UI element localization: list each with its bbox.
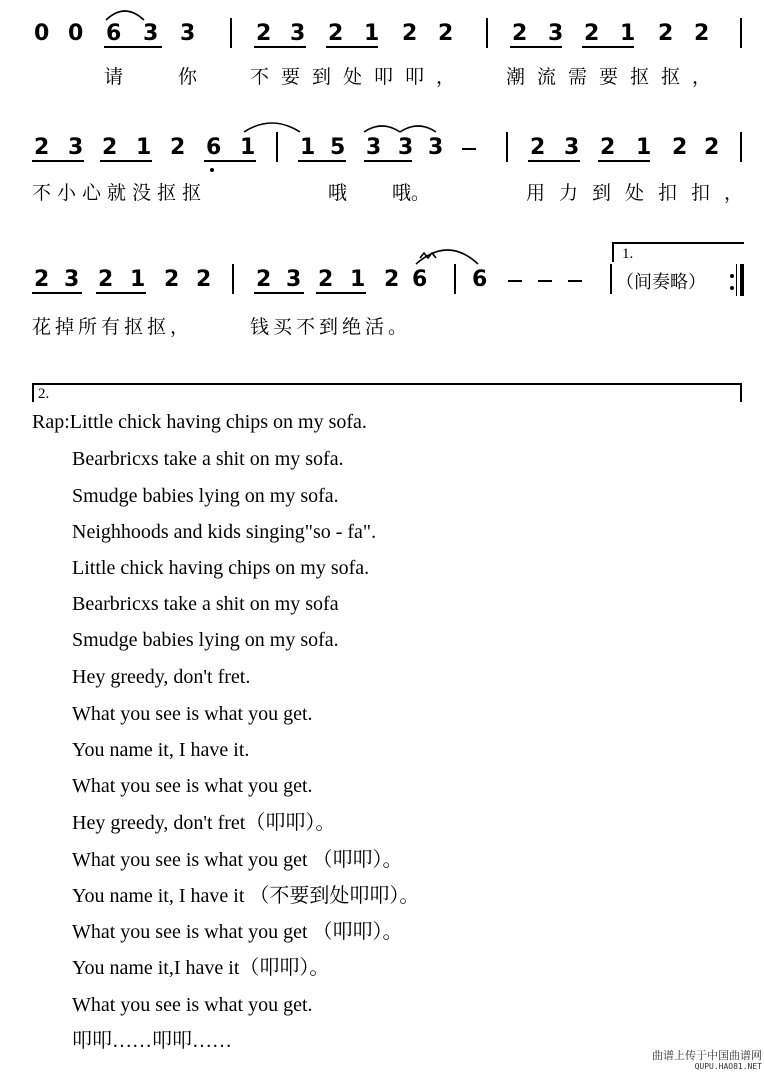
note: 2 [672,135,688,160]
note: 1 [636,135,652,160]
watermark [620,1050,762,1072]
note: 3 [564,135,580,160]
rap-line: Hey greedy, don't fret（叩叩）。 [72,812,336,834]
note: 3 [286,267,302,292]
note: 2 [530,135,546,160]
note: 1 [240,135,256,160]
rap-line: You name it,I have it（叩叩）。 [72,957,330,979]
volta-2-label: 2. [38,386,50,402]
lyric: 你 [178,66,198,88]
note: 1 [136,135,152,160]
lyric: 不要到处叩叩， [250,66,468,88]
note: 3 [143,21,159,46]
slur [106,11,144,20]
note: 1 [350,267,366,292]
lyric: 哦 [328,182,348,204]
rap-line: Neighhoods and kids singing"so - fa". [72,521,377,543]
note: 1 [364,21,380,46]
note: 2 [256,21,272,46]
rap-line: What you see is what you get. [72,994,313,1016]
note: 3 [366,135,382,160]
slur [400,126,436,132]
note: 2 [34,135,50,160]
rap-line: Bearbricxs take a shit on my sofa. [72,448,344,470]
note: 3 [180,21,196,46]
rap-line: 叩叩……叩叩…… [72,1030,232,1052]
interlude-text: （间奏略） [616,272,706,293]
lyric: 请 [104,66,124,88]
slur [416,250,478,264]
lyric: 用力到处扣扣， [526,182,758,204]
note: 6 [412,267,428,292]
note: 6 [206,135,222,160]
lyric: 潮流需要抠抠， [506,66,724,88]
watermark-line-1: 曲谱上传于中国曲谱网 [652,1049,762,1062]
rap-line: Rap:Little chick having chips on my sofa. [32,411,367,433]
rap-line: What you see is what you get. [72,775,313,797]
rap-line: What you see is what you get. [72,703,313,725]
note: 2 [328,21,344,46]
lyric: 哦。 [392,182,431,204]
rap-line: You name it, I have it. [72,739,250,761]
note: 5 [330,135,346,160]
slur [244,123,300,132]
lyric: 钱买不到绝活。 [250,316,412,338]
watermark-line-2: QUPU.HAO81.NET [694,1062,762,1071]
note: 1 [620,21,636,46]
note: 2 [512,21,528,46]
note: 3 [548,21,564,46]
note: 2 [34,267,50,292]
note: 0 [68,21,84,46]
rap-line: Little chick having chips on my sofa. [72,557,370,579]
note: 2 [584,21,600,46]
rap-line: Smudge babies lying on my sofa. [72,629,339,651]
note: 1 [300,135,316,160]
rap-line: Smudge babies lying on my sofa. [72,485,339,507]
note: 3 [398,135,414,160]
note: 2 [102,135,118,160]
note: 6 [472,267,488,292]
note: 2 [402,21,418,46]
note: 0 [34,21,50,46]
note: 2 [438,21,454,46]
rap-line: What you see is what you get （叩叩）。 [72,849,403,871]
note: 2 [704,135,720,160]
note: 2 [658,21,674,46]
note: 2 [170,135,186,160]
note: 2 [384,267,400,292]
rap-line: Hey greedy, don't fret. [72,666,251,688]
note: 3 [64,267,80,292]
lyric: 花掉所有抠抠， [32,316,194,338]
rap-line: What you see is what you get （叩叩）。 [72,921,403,943]
note: 2 [98,267,114,292]
note: 1 [130,267,146,292]
rap-line: You name it, I have it （不要到处叩叩）。 [72,885,420,907]
note: 3 [68,135,84,160]
note: 3 [290,21,306,46]
note: 2 [318,267,334,292]
note: 2 [694,21,710,46]
slur [364,126,400,132]
note: 2 [256,267,272,292]
note: 3 [428,135,444,160]
note: 6 [106,21,122,46]
note: 2 [164,267,180,292]
note: 2 [196,267,212,292]
note: 2 [600,135,616,160]
lyric: 不小心就没抠抠 [32,182,208,204]
rap-line: Bearbricxs take a shit on my sofa [72,593,339,615]
volta-1-label: 1. [622,246,634,262]
